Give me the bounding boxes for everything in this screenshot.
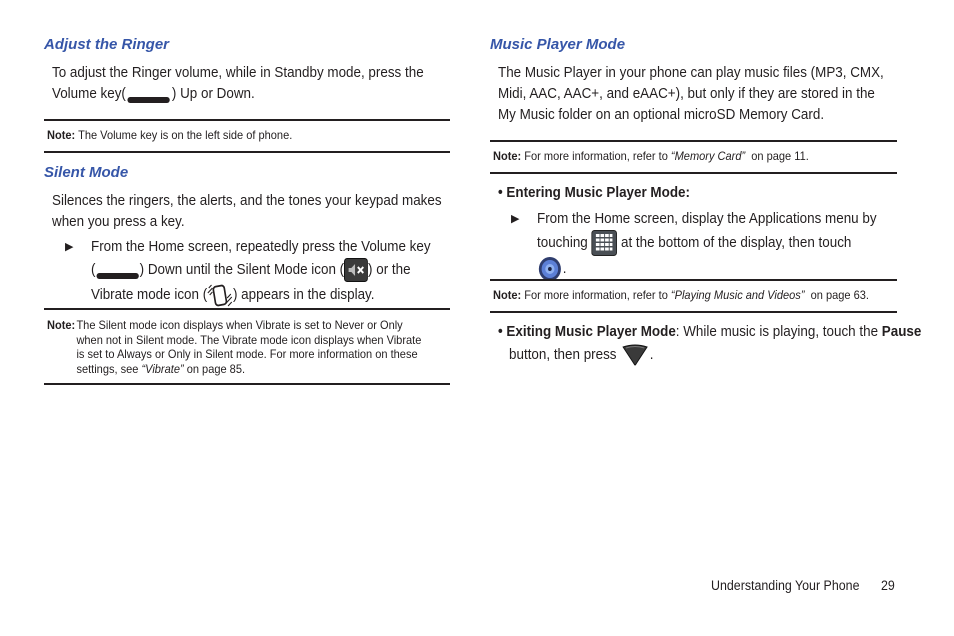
adjust-ringer-body <box>52 63 457 105</box>
volume-key-icon <box>127 90 171 98</box>
page-number: 29 <box>881 578 895 593</box>
silent-step-line3: Vibrate mode icon ( ) appears in the display. <box>91 282 450 308</box>
silent-step <box>91 237 450 308</box>
adjust-ringer-heading: Adjust the Ringer <box>44 36 170 53</box>
note-silent-icon <box>44 308 450 385</box>
vibrate-reference-link[interactable]: “Vibrate” <box>141 361 184 376</box>
note-volume-key <box>44 119 450 153</box>
note-label: Note: <box>47 128 76 142</box>
back-key-icon <box>620 343 649 367</box>
silent-mode-heading: Silent Mode <box>44 164 129 181</box>
silent-mode-body <box>52 191 457 233</box>
entering-step: From the Home screen, display the Applications menu by touching at the bottom of the display, then touch . <box>537 209 896 282</box>
step-arrow-icon: ▶ <box>65 241 74 253</box>
note-memory-card: Note: For more information, refer to “Memory Card” on page 11. <box>490 140 897 174</box>
note-label: Note: <box>47 318 76 332</box>
applications-grid-icon <box>591 230 617 256</box>
note-playing-music: Note: For more information, refer to “Playing Music and Videos” on page 63. <box>490 279 897 313</box>
music-player-body: The Music Player in your phone can play music files (MP3, CMX, Midi, AAC, AAC+, and eAAC+), but only if they are stored in the My Music folder on an optional microSD Memory Card. <box>498 65 884 123</box>
memory-card-reference-link[interactable]: “Memory Card” <box>670 149 746 163</box>
silent-step-line2: ( ) Down until the Silent Mode icon ( ) or the <box>91 258 450 282</box>
silent-line2: when you press a key. <box>52 214 185 230</box>
volume-key-icon <box>95 266 139 274</box>
silent-line1: Silences the ringers, the alerts, and the tones your keypad makes <box>52 193 442 209</box>
music-player-heading: Music Player Mode <box>490 36 626 53</box>
entering-music-player-bullet: • Entering Music Player Mode: <box>498 185 690 201</box>
adjust-line1: To adjust the Ringer volume, while in Standby mode, press the <box>52 65 424 81</box>
step-arrow-icon: ▶ <box>511 213 520 225</box>
note-label: Note: <box>493 149 522 163</box>
footer-section-title: Understanding Your Phone <box>711 578 860 593</box>
adjust-line2: Volume key( ) Up or Down. <box>52 86 255 102</box>
note-body: The Silent mode icon displays when Vibrate is set to Never or Only when not in Silent mode. The Vibrate mode icon displays when Vibrate is set to Always or Only in Silent mode. For more information on these settings, see “Vibrate” on page 85. <box>76 318 422 376</box>
note-text: The Volume key is on the left side of phone. <box>78 128 293 142</box>
silent-mode-icon <box>344 258 368 282</box>
silent-step-line1: From the Home screen, repeatedly press the Volume key <box>91 239 431 255</box>
vibrate-mode-icon <box>207 282 233 308</box>
note-label: Note: <box>493 288 522 302</box>
playing-music-reference-link[interactable]: “Playing Music and Videos” <box>670 288 805 302</box>
exiting-music-player-bullet: • Exiting Music Player Mode: While music is playing, touch the Pause button, then press . <box>498 322 921 367</box>
